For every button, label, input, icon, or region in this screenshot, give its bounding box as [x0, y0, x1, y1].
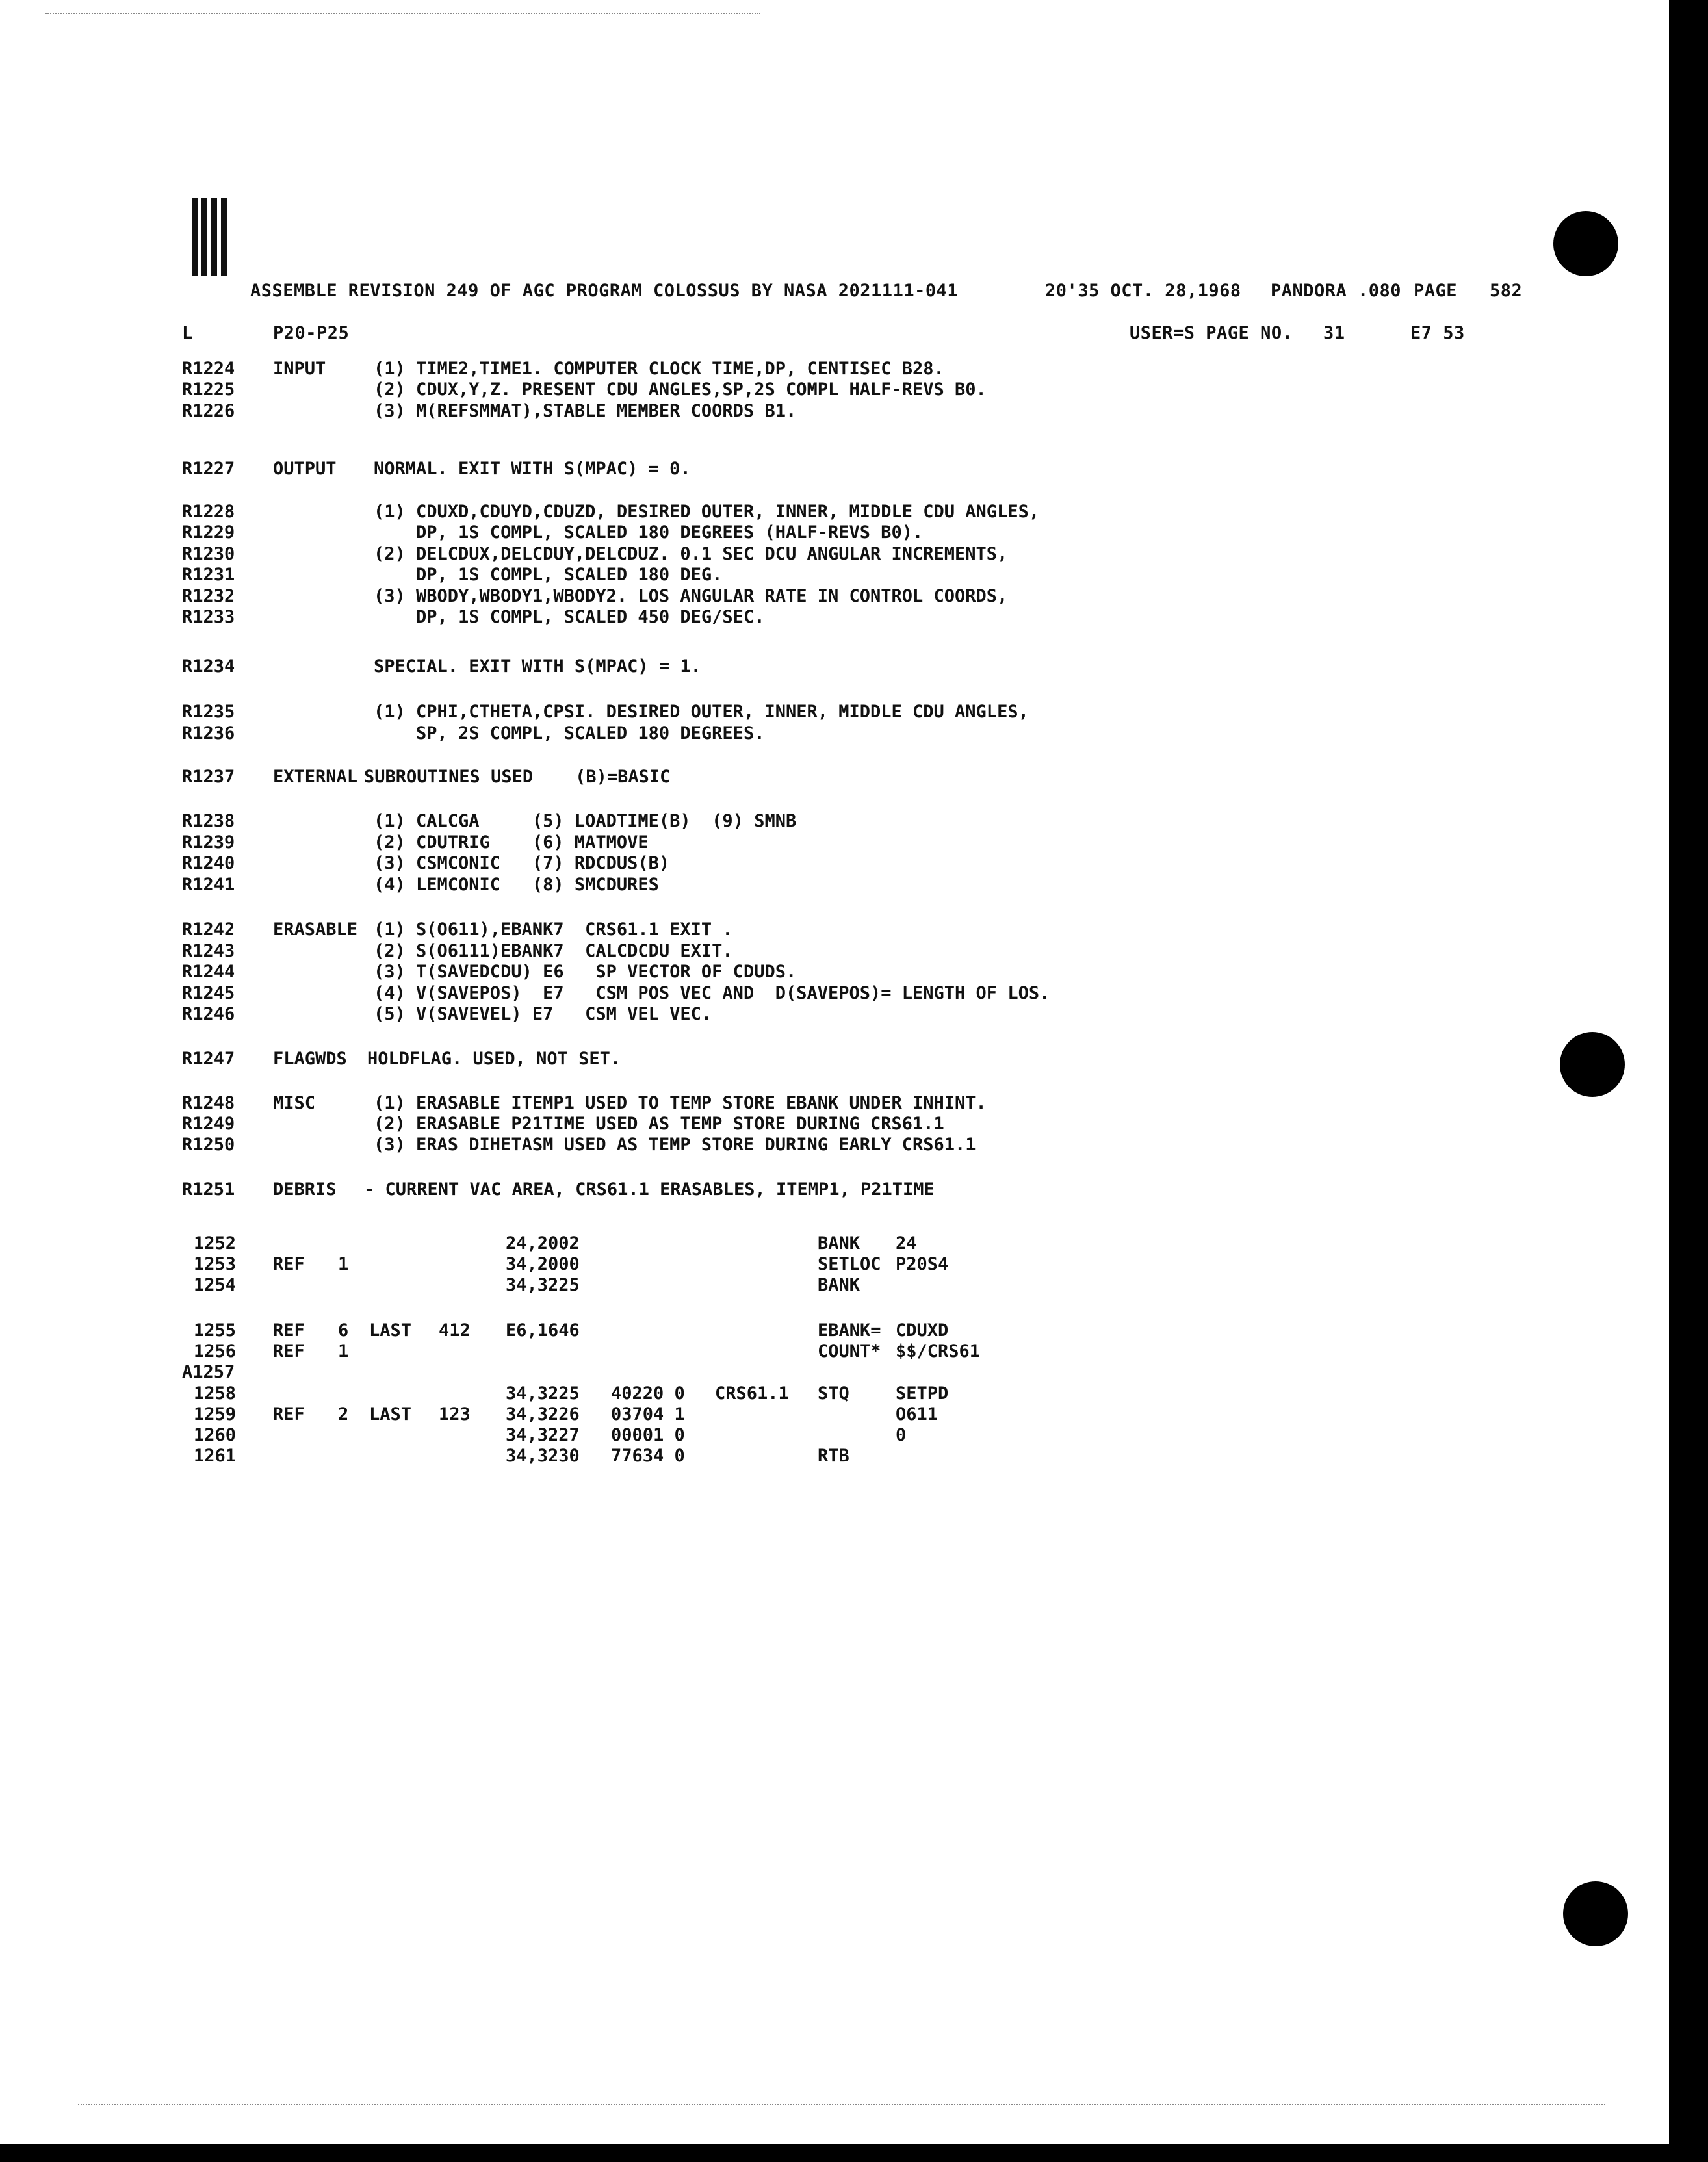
- remark-number: R1250: [182, 1135, 235, 1155]
- remark-number: R1232: [182, 586, 235, 606]
- remark-number: R1236: [182, 723, 235, 743]
- remark-number: R1230: [182, 544, 235, 564]
- scan-dots-bottom: [78, 2104, 1605, 2105]
- binder-hole-middle: [1560, 1032, 1625, 1097]
- binder-hole-top: [1553, 211, 1618, 276]
- code-op: COUNT*: [818, 1341, 881, 1361]
- code-refn: 1: [338, 1341, 349, 1361]
- remark-text: SUBROUTINES USED (B)=BASIC: [364, 767, 671, 787]
- remark-number: R1239: [182, 832, 235, 853]
- code-num: 1253: [194, 1254, 237, 1274]
- remark-number: R1228: [182, 502, 235, 522]
- code-op: STQ: [818, 1383, 849, 1404]
- code-num: 1252: [194, 1233, 237, 1254]
- remark-number: R1251: [182, 1179, 235, 1200]
- code-op: BANK: [818, 1275, 860, 1295]
- remark-text: (3) T(SAVEDCDU) E6 SP VECTOR OF CDUDS.: [374, 962, 797, 982]
- code-addr: 34,3225: [506, 1275, 580, 1295]
- separator-bar: [201, 198, 207, 276]
- remark-text: (4) LEMCONIC (8) SMCDURES: [374, 875, 659, 895]
- code-operand: O611: [896, 1404, 938, 1424]
- remark-text: (2) DELCDUX,DELCDUY,DELCDUZ. 0.1 SEC DCU ANGULAR INCREMENTS,: [374, 544, 1008, 564]
- code-operand: 24: [896, 1233, 917, 1254]
- remark-number: R1248: [182, 1093, 235, 1113]
- section-title: P20-P25: [273, 323, 350, 343]
- code-lastn: 123: [439, 1404, 471, 1424]
- remark-label: INPUT: [273, 359, 326, 379]
- separator-bar: [221, 198, 227, 276]
- code-addr: 34,3226: [506, 1404, 580, 1424]
- code-addr: E6,1646: [506, 1320, 580, 1341]
- code-num: 1261: [194, 1446, 237, 1466]
- code-ref: REF: [273, 1320, 305, 1341]
- code-num: 1256: [194, 1341, 237, 1361]
- header-title: ASSEMBLE REVISION 249 OF AGC PROGRAM COLOSSUS BY NASA 2021111-041: [250, 281, 959, 301]
- code-operand: SETPD: [896, 1383, 949, 1404]
- code-data: 03704 1: [611, 1404, 685, 1424]
- remark-label: OUTPUT: [273, 459, 337, 479]
- code-addr: 34,3225: [506, 1383, 580, 1404]
- remark-number: R1241: [182, 875, 235, 895]
- remark-text: (3) CSMCONIC (7) RDCDUS(B): [374, 853, 670, 873]
- code-ref: REF: [273, 1341, 305, 1361]
- code-lastn: 412: [439, 1320, 471, 1341]
- remark-text: DP, 1S COMPL, SCALED 180 DEGREES (HALF-REVS B0).: [374, 522, 924, 543]
- remark-text: (4) V(SAVEPOS) E7 CSM POS VEC AND D(SAVEPOS)= LENGTH OF LOS.: [374, 983, 1050, 1003]
- remark-number: R1235: [182, 702, 235, 722]
- remark-text: (1) S(O611),EBANK7 CRS61.1 EXIT .: [374, 920, 733, 940]
- code-num: 1259: [194, 1404, 237, 1424]
- log-marker: L: [182, 323, 193, 343]
- binder-hole-bottom: [1563, 1881, 1628, 1946]
- code-operand: $$/CRS61: [896, 1341, 981, 1361]
- remark-text: (2) CDUX,Y,Z. PRESENT CDU ANGLES,SP,2S COMPL HALF-REVS B0.: [374, 380, 987, 400]
- remark-text: HOLDFLAG. USED, NOT SET.: [367, 1049, 621, 1069]
- header-page-label: PAGE: [1414, 281, 1458, 301]
- remark-text: DP, 1S COMPL, SCALED 450 DEG/SEC.: [374, 607, 765, 627]
- remark-number: R1244: [182, 962, 235, 982]
- code-operand: 0: [896, 1425, 907, 1445]
- remark-text: (1) CALCGA (5) LOADTIME(B) (9) SMNB: [374, 811, 797, 831]
- code-refn: 2: [338, 1404, 349, 1424]
- remark-label: ERASABLE: [273, 920, 358, 940]
- remark-number: R1238: [182, 811, 235, 831]
- code-op: EBANK=: [818, 1320, 881, 1341]
- header-timestamp: 20'35 OCT. 28,1968: [1045, 281, 1241, 301]
- code-op: RTB: [818, 1446, 849, 1466]
- header-page-number: 582: [1490, 281, 1523, 301]
- remark-text: SP, 2S COMPL, SCALED 180 DEGREES.: [374, 723, 765, 743]
- remark-text: (2) S(O6111)EBANK7 CALCDCDU EXIT.: [374, 941, 733, 961]
- remark-text: (3) M(REFSMMAT),STABLE MEMBER COORDS B1.: [374, 401, 797, 421]
- code-addr: 34,3227: [506, 1425, 580, 1445]
- remark-text: (2) CDUTRIG (6) MATMOVE: [374, 832, 649, 853]
- remark-number: R1237: [182, 767, 235, 787]
- remark-number: R1224: [182, 359, 235, 379]
- remark-text: - CURRENT VAC AREA, CRS61.1 ERASABLES, ITEMP1, P21TIME: [364, 1179, 935, 1200]
- remark-text: (2) ERASABLE P21TIME USED AS TEMP STORE DURING CRS61.1: [374, 1114, 944, 1134]
- remark-number: R1240: [182, 853, 235, 873]
- code-addr: 34,2000: [506, 1254, 580, 1274]
- remark-number: R1231: [182, 565, 235, 585]
- remark-text: NORMAL. EXIT WITH S(MPAC) = 0.: [374, 459, 691, 479]
- code-operand: P20S4: [896, 1254, 949, 1274]
- code-num: 1254: [194, 1275, 237, 1295]
- remark-number: R1247: [182, 1049, 235, 1069]
- code-data: 40220 0: [611, 1383, 685, 1404]
- remark-number: R1245: [182, 983, 235, 1003]
- code-last: LAST: [369, 1320, 412, 1341]
- remark-number: R1233: [182, 607, 235, 627]
- separator-bar: [192, 198, 198, 276]
- code-num: 1255: [194, 1320, 237, 1341]
- code-addr: 24,2002: [506, 1233, 580, 1254]
- user-page-number: 31: [1323, 323, 1345, 343]
- remark-text: (1) ERASABLE ITEMP1 USED TO TEMP STORE EBANK UNDER INHINT.: [374, 1093, 987, 1113]
- code-refn: 6: [338, 1320, 349, 1341]
- code-addr: 34,3230: [506, 1446, 580, 1466]
- code-op: SETLOC: [818, 1254, 881, 1274]
- code-data: 77634 0: [611, 1446, 685, 1466]
- remark-number: R1249: [182, 1114, 235, 1134]
- remark-text: DP, 1S COMPL, SCALED 180 DEG.: [374, 565, 723, 585]
- remark-text: (1) CDUXD,CDUYD,CDUZD, DESIRED OUTER, INNER, MIDDLE CDU ANGLES,: [374, 502, 1040, 522]
- remark-number: R1234: [182, 656, 235, 676]
- e-marker: E7 53: [1410, 323, 1465, 343]
- scan-right-border: [1669, 0, 1708, 2162]
- scan-bottom-border: [0, 2144, 1708, 2162]
- remark-number: R1227: [182, 459, 235, 479]
- header-pandora: PANDORA .080: [1271, 281, 1402, 301]
- code-num: A1257: [182, 1362, 235, 1382]
- code-num: 1258: [194, 1383, 237, 1404]
- remark-text: (3) ERAS DIHETASM USED AS TEMP STORE DURING EARLY CRS61.1: [374, 1135, 976, 1155]
- remark-label: EXTERNAL: [273, 767, 358, 787]
- remark-number: R1225: [182, 380, 235, 400]
- remark-number: R1246: [182, 1004, 235, 1024]
- code-ref: REF: [273, 1254, 305, 1274]
- remark-text: (3) WBODY,WBODY1,WBODY2. LOS ANGULAR RATE IN CONTROL COORDS,: [374, 586, 1008, 606]
- remark-text: SPECIAL. EXIT WITH S(MPAC) = 1.: [374, 656, 701, 676]
- remark-label: MISC: [273, 1093, 316, 1113]
- code-data: 00001 0: [611, 1425, 685, 1445]
- code-num: 1260: [194, 1425, 237, 1445]
- remark-number: R1229: [182, 522, 235, 543]
- code-ref: REF: [273, 1404, 305, 1424]
- remark-number: R1243: [182, 941, 235, 961]
- remark-number: R1242: [182, 920, 235, 940]
- code-label: CRS61.1: [715, 1383, 789, 1404]
- separator-bar: [211, 198, 217, 276]
- remark-label: DEBRIS: [273, 1179, 337, 1200]
- remark-text: (1) TIME2,TIME1. COMPUTER CLOCK TIME,DP, CENTISEC B28.: [374, 359, 944, 379]
- user-page-label: USER=S PAGE NO.: [1130, 323, 1293, 343]
- remark-text: (5) V(SAVEVEL) E7 CSM VEL VEC.: [374, 1004, 712, 1024]
- code-operand: CDUXD: [896, 1320, 949, 1341]
- code-refn: 1: [338, 1254, 349, 1274]
- remark-number: R1226: [182, 401, 235, 421]
- scan-dots-top: [45, 13, 760, 14]
- code-op: BANK: [818, 1233, 860, 1254]
- code-last: LAST: [369, 1404, 412, 1424]
- remark-label: FLAGWDS: [273, 1049, 347, 1069]
- remark-text: (1) CPHI,CTHETA,CPSI. DESIRED OUTER, INNER, MIDDLE CDU ANGLES,: [374, 702, 1029, 722]
